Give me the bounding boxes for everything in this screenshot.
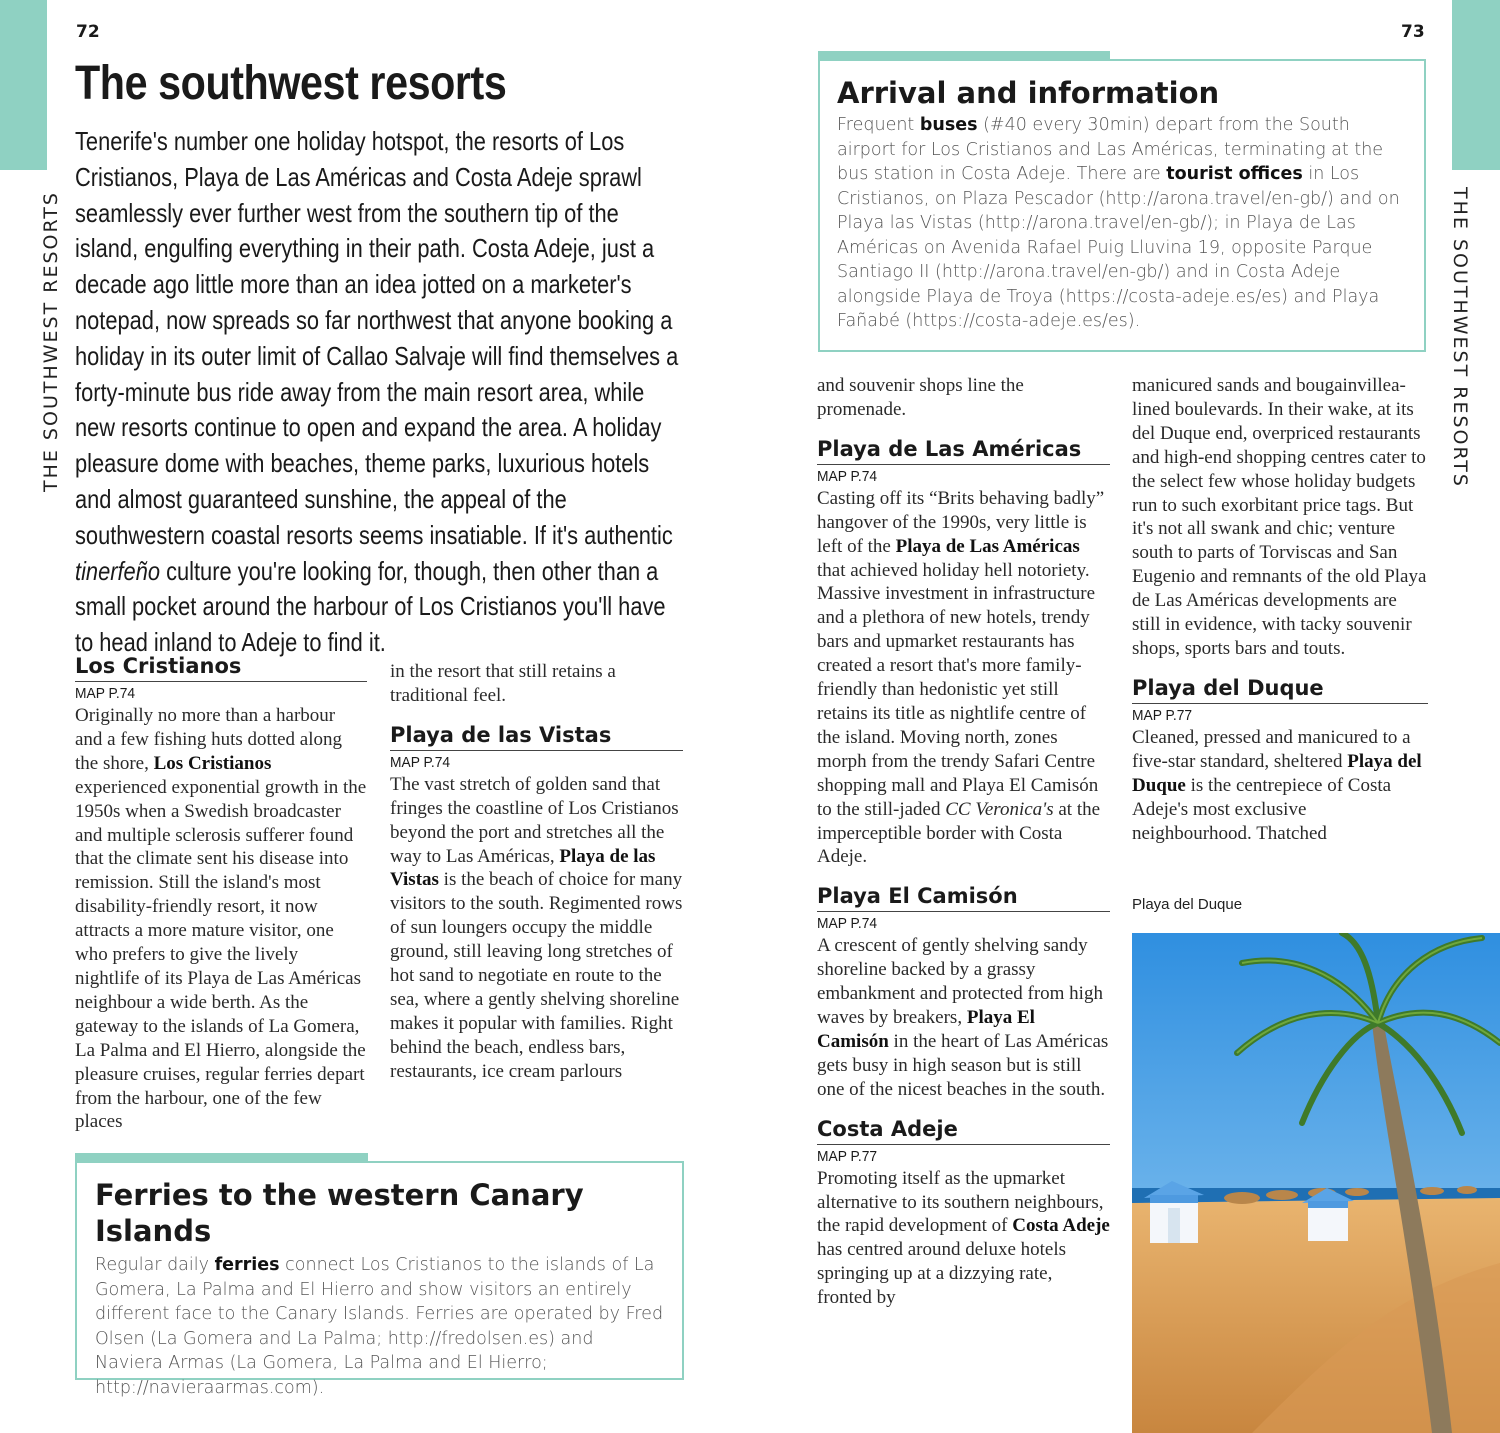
map-ref-los-cristianos[interactable]: MAP P.74: [75, 685, 136, 702]
ferries-box-heading: Ferries to the western Canary Islands: [95, 1178, 584, 1248]
map-ref-duque[interactable]: MAP P.77: [1132, 706, 1193, 724]
arrival-box-heading: Arrival and information: [837, 76, 1220, 110]
left-tab: [0, 0, 47, 170]
arrival-box: [818, 59, 1426, 352]
right-page-number: 73: [1401, 22, 1425, 42]
column-playa-vistas: [390, 660, 683, 1084]
text-playa-vistas: The vast stretch of golden sand that fringes the coastline of Los Cristianos beyond the port and stretches all the way to Las Américas, Playa de las Vistas is the beach of choice for many visitors to the south. Regimented rows of sun loungers occupy the middle ground, still leaving long stretches of hot sand to negotiate en route to the sea, where a gently shelving shoreline makes it popular with families. Right behind the beach, endless bars, restaurants, ice cream parlours: [390, 773, 683, 1082]
map-ref-camison[interactable]: MAP P.74: [817, 915, 878, 933]
left-page-number: 72: [76, 22, 100, 42]
left-side-label: THE SOUTHWEST RESORTS: [40, 191, 62, 492]
column-americas: [817, 374, 1110, 1310]
column-duque: [1132, 374, 1428, 845]
right-tab: [1452, 0, 1500, 170]
ferries-box-bar: [75, 1153, 368, 1161]
ferries-box: [75, 1161, 684, 1398]
page-title: The southwest resorts: [75, 57, 507, 110]
ferries-box-text: Regular daily ferries connect Los Cristianos to the islands of La Gomera, La Palma and El Hierro and show visitors an entirely different face to the Canary Islands. Ferries are operated by Fred Olsen (La Gomera and La Palma; http://fredolsen.es) and Naviera Armas (La Gomera, La Palma and El Hierro; http://navieraarmas.com).: [95, 1255, 664, 1398]
arrival-box-bar: [818, 51, 1110, 59]
text-americas: Casting off its “Brits behaving badly” hangover of the 1990s, very little is left of the Playa de Las Américas that achieved holiday hell notoriety. Massive investment in infrastructure and a plethora of new hotels, trendy bars and upmarket restaurants has created a resort that's more family-friendly than hedonistic yet still retains its title as nightlife centre of the island. Moving north, zones morph from the trendy Safari Centre shopping mall and Playa El Camisón to the still-jaded CC Veronica's at the imperceptible border with Costa Adeje.: [817, 487, 1105, 868]
text-costa-adeje-continued: manicured sands and bougainvillea-lined boulevards. In their wake, at its del Duque end, overpriced restaurants and high-end shopping centres cater to the select few whose holiday budgets run to such exorbitant price tags. But it's not all swank and chic; venture south to parts of Torviscas and San Eugenio and remnants of the old Playa de Las Américas developments are still in evidence, with tacky souvenir shops, sports bars and touts.: [1132, 375, 1427, 659]
heading-los-cristianos: Los Cristianos: [75, 653, 367, 682]
text-camison: A crescent of gently shelving sandy shoreline backed by a grassy embankment and protected from high waves by breakers, Playa El Camisón in the heart of Las Américas gets busy in high season but is still one of the nicest beaches in the south.: [817, 935, 1109, 1100]
text-los-cristianos-continued: in the resort that still retains a traditional feel.: [390, 661, 616, 706]
heading-playa-vistas: Playa de las Vistas: [390, 722, 683, 751]
intro-paragraph: Tenerife's number one holiday hotspot, the resorts of Los Cristianos, Playa de Las Américas and Costa Adeje sprawl seamlessly ever further west from the southern tip of the island, engulfing everything in their path. Costa Adeje, just a decade ago little more than an idea jotted on a marketer's notepad, now spreads so far northwest that anyone booking a holiday in its outer limit of Callao Salvaje will find themselves a forty-minute bus ride away from the main resort area, while new resorts continue to open and expand the area. A holiday pleasure dome with beaches, theme parks, luxurious hotels and almost guaranteed sunshine, the appeal of the southwestern coastal resorts seems insatiable. If it's authentic tinerfeño culture you're looking for, though, then other than a small pocket around the harbour of Los Cristianos you'll have to head inland to Adeje to find it.: [75, 126, 679, 658]
right-side-label: THE SOUTHWEST RESORTS: [1449, 187, 1471, 488]
text-costa-adeje: Promoting itself as the upmarket alternative to its southern neighbours, the rapid development of Costa Adeje has centred around deluxe hotels springing up at a dizzying rate, fronted by: [817, 1167, 1110, 1309]
heading-costa-adeje: Costa Adeje: [817, 1116, 1110, 1145]
photo-caption: Playa del Duque: [1132, 896, 1243, 913]
heading-camison: Playa El Camisón: [817, 883, 1110, 912]
heading-americas: Playa de Las Américas: [817, 436, 1110, 465]
column-los-cristianos: [75, 653, 367, 1134]
map-ref-americas[interactable]: MAP P.74: [817, 467, 878, 485]
text-duque: Cleaned, pressed and manicured to a five-star standard, sheltered Playa del Duque is the centrepiece of Costa Adeje's most exclusive neighbourhood. Thatched: [1132, 726, 1422, 844]
map-ref-playa-vistas[interactable]: MAP P.74: [390, 753, 451, 771]
text-los-cristianos: Originally no more than a harbour and a few fishing huts dotted along the shore, Los Cristianos experienced exponential growth in the 1950s when a Swedish broadcaster and multiple sclerosis sufferer found that the climate sent his disease into remission. Still the island's most disability-friendly resort, it now attracts a more mature visitor, one who prefers to give the lively nightlife of its Playa de Las Américas neighbour a wide berth. As the gateway to the islands of La Gomera, La Palma and El Hierro, alongside the pleasure cruises, regular ferries depart from the harbour, one of the few places: [75, 705, 367, 1133]
text-playa-vistas-continued: and souvenir shops line the promenade.: [817, 375, 1024, 420]
map-ref-costa-adeje[interactable]: MAP P.77: [817, 1147, 878, 1165]
heading-duque: Playa del Duque: [1132, 675, 1428, 704]
arrival-box-text: Frequent buses (#40 every 30min) depart from the South airport for Los Cristianos and Las Américas, terminating at the bus station in Costa Adeje. There are tourist offices in Los Cristianos, on Plaza Pescador (http://arona.travel/en-gb/) and on Playa las Vistas (http://arona.travel/en-gb/); in Playa de Las Américas on Avenida Rafael Puig Lluvina 19, opposite Parque Santiago II (http://arona.travel/en-gb/) and in Costa Adeje alongside Playa de Troya (https://costa-adeje.es/es) and Playa Fañabé (https://costa-adeje.es/es).: [837, 115, 1400, 331]
beach-photo: [1132, 933, 1500, 1433]
